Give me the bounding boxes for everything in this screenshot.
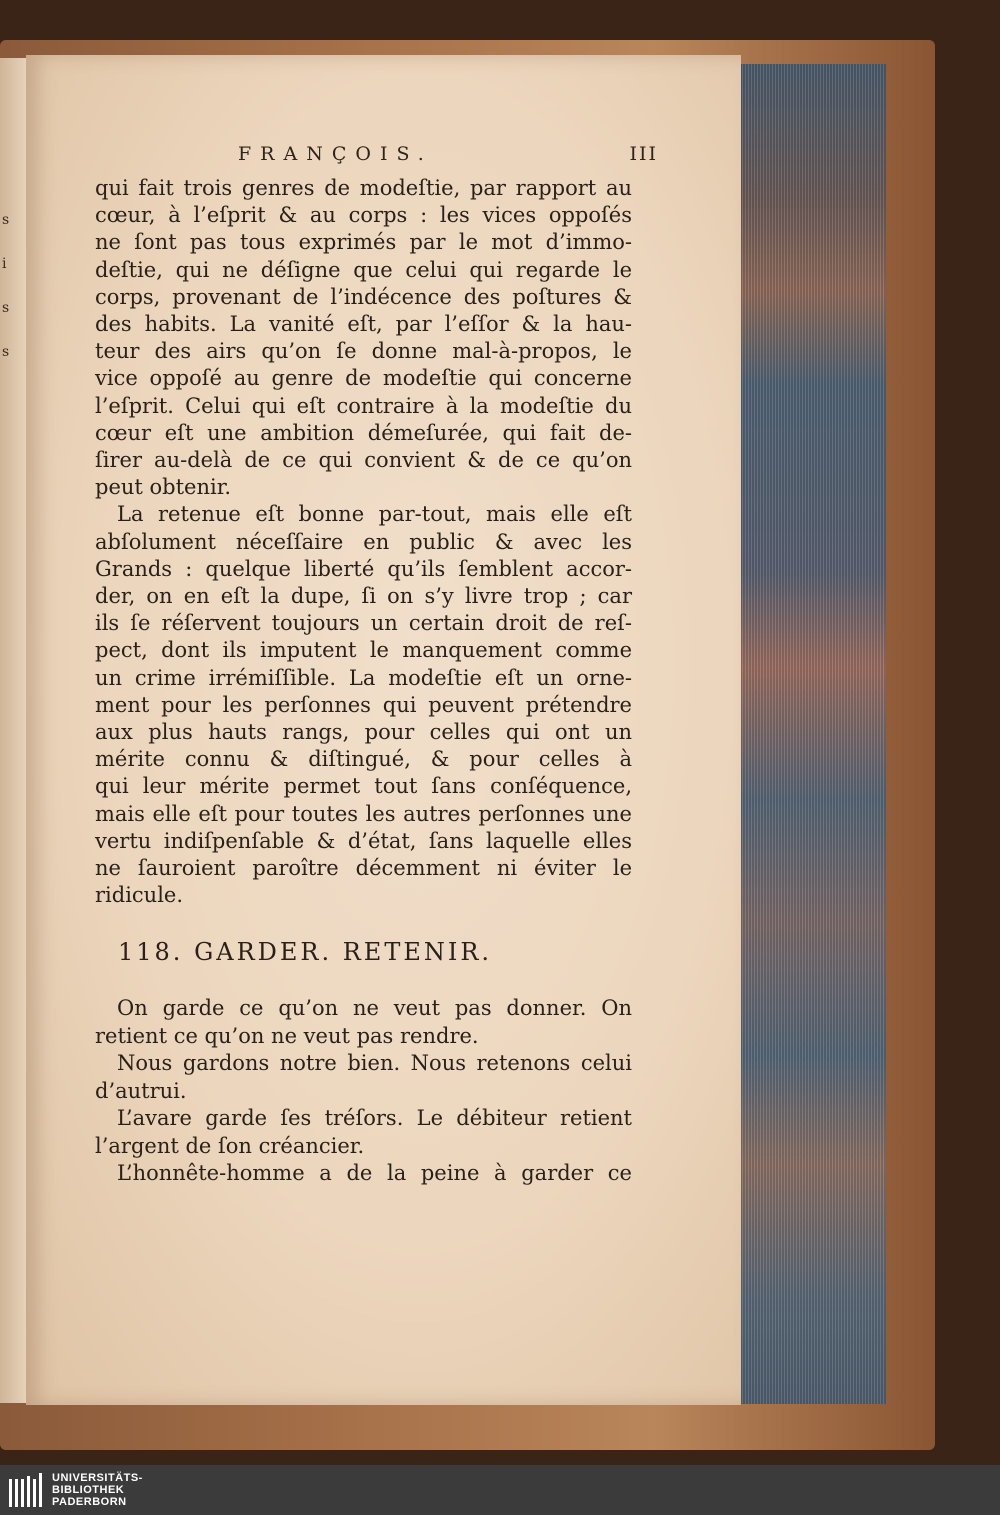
text-line: L’honnête-homme a de la peine à garder ce [117,1161,632,1185]
text-line: ils ſe réſervent toujours un certain droit de reſ- [95,611,632,636]
text-line: corps, provenant de l’indécence des poſtures & [95,284,632,309]
text-line: vertu indiſpenſable & d’état, ſans laquelle elles [95,828,632,853]
text-line: d’autrui. [95,1078,187,1103]
text-line: ne ſauroient paroître décemment ni éviter le [95,856,632,881]
section-text [95,995,632,1188]
text-line: cœur, à l’eſprit & au corps : les vices oppoſés [95,203,632,228]
text-line: ſirer au-delà de ce qui convient & de ce qu’on [95,448,632,473]
text-line: Grands : quelque liberté qu’ils ſemblent accor- [95,556,632,581]
running-title: FRANÇOIS. [238,143,433,165]
text-line: pect, dont ils imputent le manquement comme [95,638,632,663]
left-page-edge [0,58,28,1403]
text-line: L’avare garde ſes tréſors. Le débiteur retient [117,1106,632,1130]
library-footer [0,1465,1000,1515]
library-name-line: UNIVERSITÄTS- [52,1472,143,1484]
text-line: der, on en eſt la dupe, ſi on s’y livre trop ; car [95,584,632,609]
text-line: mérite connu & diſtingué, & pour celles à [95,747,632,772]
text-line: ridicule. [95,883,184,908]
text-line: Nous gardons notre bien. Nous retenons celui [117,1051,632,1075]
body-text [95,175,632,909]
text-line: cœur eſt une ambition démeſurée, qui fait de- [95,420,632,445]
text-line: ment pour les perſonnes qui peuvent prétendre [95,692,632,717]
text-line: La retenue eſt bonne par-tout, mais elle eſt [117,502,632,527]
text-line: un crime irrémiſſible. La modeſtie eſt un orne- [95,665,632,690]
text-line: l’eſprit. Celui qui eſt contraire à la modeſtie du [95,393,632,418]
page-fore-edge [736,64,886,1404]
library-name [52,1472,143,1508]
library-name-line: BIBLIOTHEK [52,1484,125,1496]
section-heading: 118. GARDER. RETENIR. [118,938,493,966]
text-line: ne ſont pas tous exprimés par le mot d’immo- [95,230,632,255]
left-page-fragment: s i s s [2,212,10,360]
text-line: aux plus hauts rangs, pour celles qui ont un [95,720,632,745]
page-number: III [629,143,658,165]
library-name-line: PADERBORN [52,1496,127,1508]
page-header [238,143,658,169]
text-line: qui fait trois genres de modeſtie, par rapport au [95,176,632,200]
text-line: qui leur mérite permet tout ſans conſéquence, [95,774,632,799]
text-line: On garde ce qu’on ne veut pas donner. On [117,996,632,1020]
text-line: l’argent de ſon créancier. [95,1133,365,1158]
text-line: abſolument néceſſaire en public & avec les [95,529,632,554]
text-line: deſtie, qui ne déſigne que celui qui regarde le [95,257,632,282]
text-line: peut obtenir. [95,475,232,500]
text-line: des habits. La vanité eſt, par l’eſſor & la hau- [95,312,632,337]
text-line: teur des airs qu’on ſe donne mal-à-propos, le [95,339,632,364]
text-line: vice oppoſé au genre de modeſtie qui concerne [95,366,632,391]
text-line: mais elle eſt pour toutes les autres perſonnes une [95,801,632,826]
library-logo-icon [8,1473,44,1507]
text-line: retient ce qu’on ne veut pas rendre. [95,1023,479,1048]
